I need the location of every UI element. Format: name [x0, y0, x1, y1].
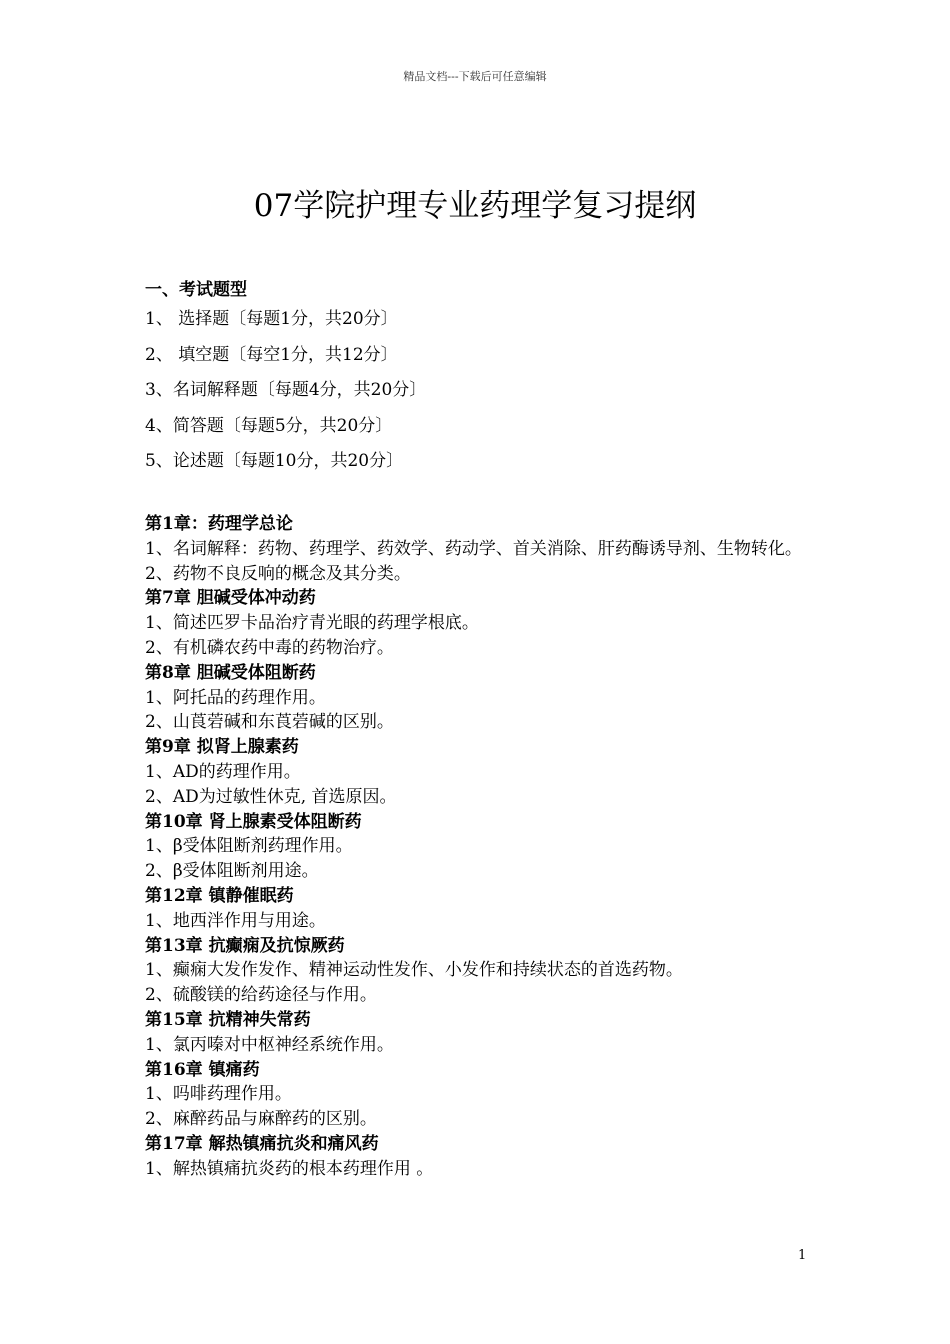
page-number: 1 [798, 1248, 807, 1263]
chapter-item: 2、AD为过敏性休克, 首选原因。 [145, 786, 397, 807]
exam-section-heading: 一、考试题型 [145, 280, 247, 300]
chapter-item: 1、地西泮作用与用途。 [145, 910, 326, 931]
chapter-item: 2、麻醉药品与麻醉药的区别。 [145, 1109, 377, 1130]
chapter-item: 1、β受体阻断剂药理作用。 [145, 836, 353, 857]
chapter-title: 第8章 胆碱受体阻断药 [145, 662, 316, 683]
exam-type-item: 3、名词解释题〔每题4分，共20分〕 [145, 380, 427, 400]
document-title: 07学院护理专业药理学复习提纲 [253, 188, 697, 224]
chapter-list [145, 512, 810, 1182]
chapter-item: 1、吗啡药理作用。 [145, 1084, 292, 1105]
chapter-item: 1、解热镇痛抗炎药的根本药理作用 。 [145, 1158, 434, 1179]
chapter-title: 第17章 解热镇痛抗炎和痛风药 [145, 1133, 379, 1154]
chapter-item: 1、AD的药理作用。 [145, 761, 301, 782]
chapter-item: 1、氯丙嗪对中枢神经系统作用。 [145, 1034, 394, 1055]
chapter-item: 1、癫痫大发作发作、精神运动性发作、小发作和持续状态的首选药物。 [145, 960, 683, 981]
chapter-title: 第16章 镇痛药 [145, 1059, 260, 1080]
chapter-title: 第7章 胆碱受体冲动药 [145, 588, 316, 609]
exam-type-item: 1、 选择题〔每题1分，共20分〕 [145, 309, 398, 329]
chapter-item: 2、药物不良反响的概念及其分类。 [145, 563, 411, 584]
chapter-item: 2、山莨菪碱和东莨菪碱的区别。 [145, 712, 394, 733]
chapter-title: 第13章 抗癫痫及抗惊厥药 [145, 935, 345, 956]
chapter-item: 2、硫酸镁的给药途径与作用。 [145, 985, 377, 1006]
exam-type-item: 4、简答题〔每题5分，共20分〕 [145, 415, 393, 436]
chapter-title: 第9章 拟肾上腺素药 [145, 737, 299, 758]
chapter-title: 第15章 抗精神失常药 [145, 1009, 311, 1030]
chapter-item: 1、简述匹罗卡品治疗青光眼的药理学根底。 [145, 613, 479, 634]
chapter-item: 1、名词解释：药物、药理学、药效学、药动学、首关消除、肝药酶诱导剂、生物转化。 [145, 538, 802, 559]
exam-type-item: 5、论述题〔每题10分，共20分〕 [145, 451, 404, 471]
exam-type-item: 2、 填空题〔每空1分，共12分〕 [145, 344, 398, 365]
chapter-item: 1、阿托品的药理作用。 [145, 687, 326, 708]
chapter-item: 2、β受体阻断剂用途。 [145, 861, 319, 882]
page-header: 精品文档---下载后可任意编辑 [403, 70, 547, 83]
chapter-title: 第1章：药理学总论 [145, 514, 293, 534]
chapter-title: 第10章 肾上腺素受体阻断药 [145, 811, 362, 832]
exam-type-list [145, 302, 810, 480]
chapter-title: 第12章 镇静催眠药 [145, 885, 294, 906]
chapter-item: 2、有机磷农药中毒的药物治疗。 [145, 637, 394, 658]
